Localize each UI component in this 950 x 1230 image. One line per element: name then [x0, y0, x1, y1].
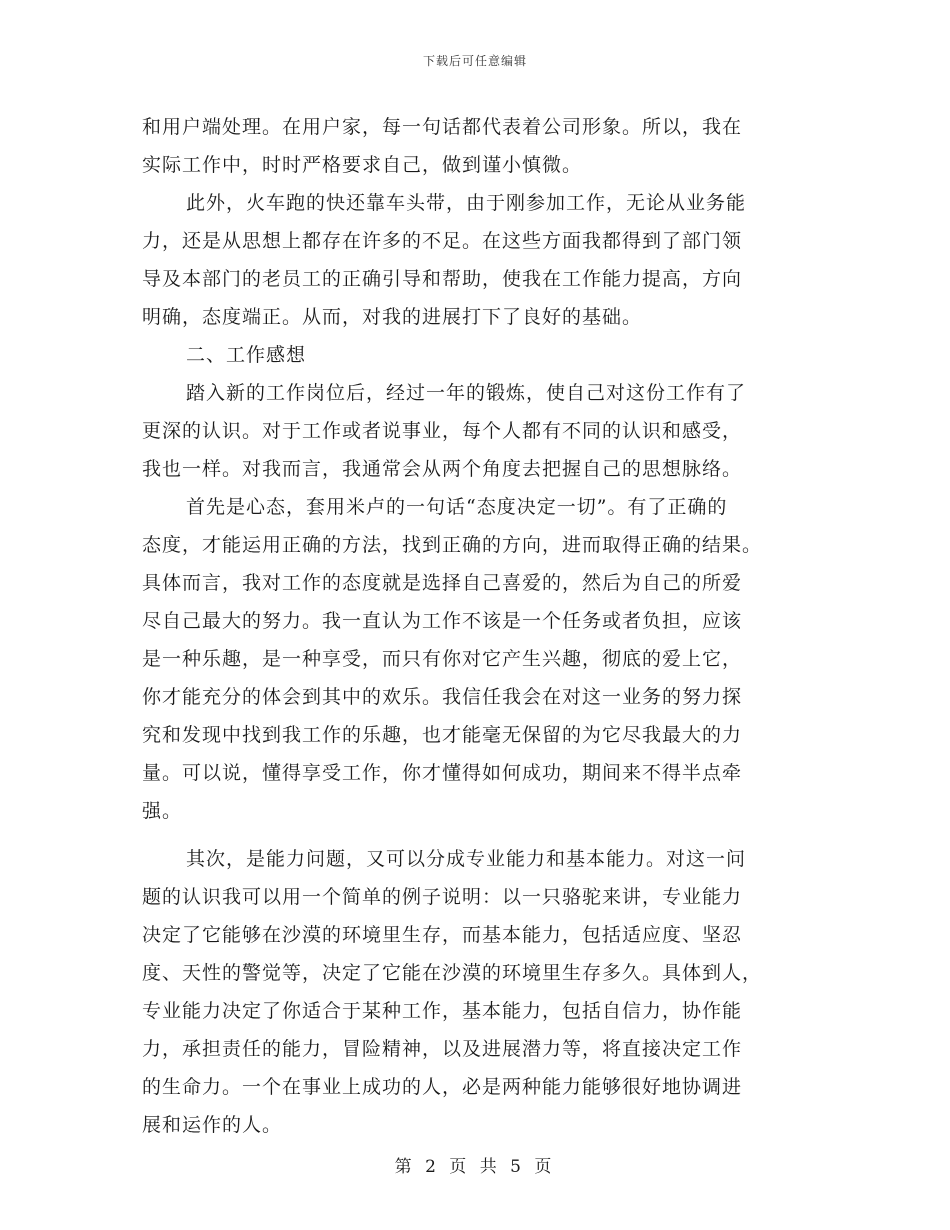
text-line: 尽自己最大的努力。我一直认为工作不该是一个任务或者负担，应该	[142, 610, 743, 632]
text-line: 是一种乐趣，是一种享受，而只有你对它产生兴趣，彻底的爱上它，	[142, 648, 743, 670]
text-line: 和用户端处理。在用户家，每一句话都代表着公司形象。所以，我在	[142, 116, 743, 138]
paragraph-gap	[142, 830, 808, 840]
page-header: 下载后可任意编辑	[422, 54, 527, 68]
text-line: 度、天性的警觉等，决定了它能在沙漠的环境里生存多久。具体到人，	[142, 962, 763, 984]
text-line: 的生命力。一个在事业上成功的人，必是两种能力能够很好地协调进	[142, 1076, 743, 1098]
text-line: 此外，火车跑的快还靠车头带，由于刚参加工作，无论从业务能	[186, 192, 747, 214]
text-line: 强。	[142, 800, 183, 822]
document-body	[142, 108, 808, 1144]
text-line: 展和运作的人。	[142, 1114, 283, 1136]
text-line: 踏入新的工作岗位后，经过一年的锻炼，使自己对这份工作有了	[186, 382, 747, 404]
section-heading: 二、工作感想	[186, 344, 307, 366]
text-line: 首先是心态，套用米卢的一句话“态度决定一切”。有了正确的	[186, 496, 728, 518]
text-line: 究和发现中找到我工作的乐趣，也才能毫无保留的为它尽我最大的力	[142, 724, 743, 746]
text-line: 明确，态度端正。从而，对我的进展打下了良好的基础。	[142, 306, 643, 328]
text-line: 态度，才能运用正确的方法，找到正确的方向，进而取得正确的结果。	[142, 534, 763, 556]
text-line: 力，还是从思想上都存在许多的不足。在这些方面我都得到了部门领	[142, 230, 743, 252]
text-line: 决定了它能够在沙漠的环境里生存，而基本能力，包括适应度、坚忍	[142, 924, 743, 946]
text-line: 专业能力决定了你适合于某种工作，基本能力，包括自信力，协作能	[142, 1000, 743, 1022]
text-line: 我也一样。对我而言，我通常会从两个角度去把握自己的思想脉络。	[142, 458, 743, 480]
text-line: 你才能充分的体会到其中的欢乐。我信任我会在对这一业务的努力探	[142, 686, 743, 708]
text-line: 力，承担责任的能力，冒险精神，以及进展潜力等，将直接决定工作	[142, 1038, 743, 1060]
text-line: 实际工作中，时时严格要求自己，做到谨小慎微。	[142, 154, 583, 176]
text-line: 导及本部门的老员工的正确引导和帮助，使我在工作能力提高，方向	[142, 268, 743, 290]
text-line: 更深的认识。对于工作或者说事业，每个人都有不同的认识和感受，	[142, 420, 743, 442]
text-line: 量。可以说，懂得享受工作，你才懂得如何成功，期间来不得半点牵	[142, 762, 743, 784]
text-line: 题的认识我可以用一个简单的例子说明：以一只骆驼来讲，专业能力	[142, 886, 743, 908]
text-line: 具体而言，我对工作的态度就是选择自己喜爱的，然后为自己的所爱	[142, 572, 743, 594]
text-line: 其次，是能力问题，又可以分成专业能力和基本能力。对这一问	[186, 848, 747, 870]
page-number-footer: 第 2 页 共 5 页	[394, 1157, 556, 1177]
